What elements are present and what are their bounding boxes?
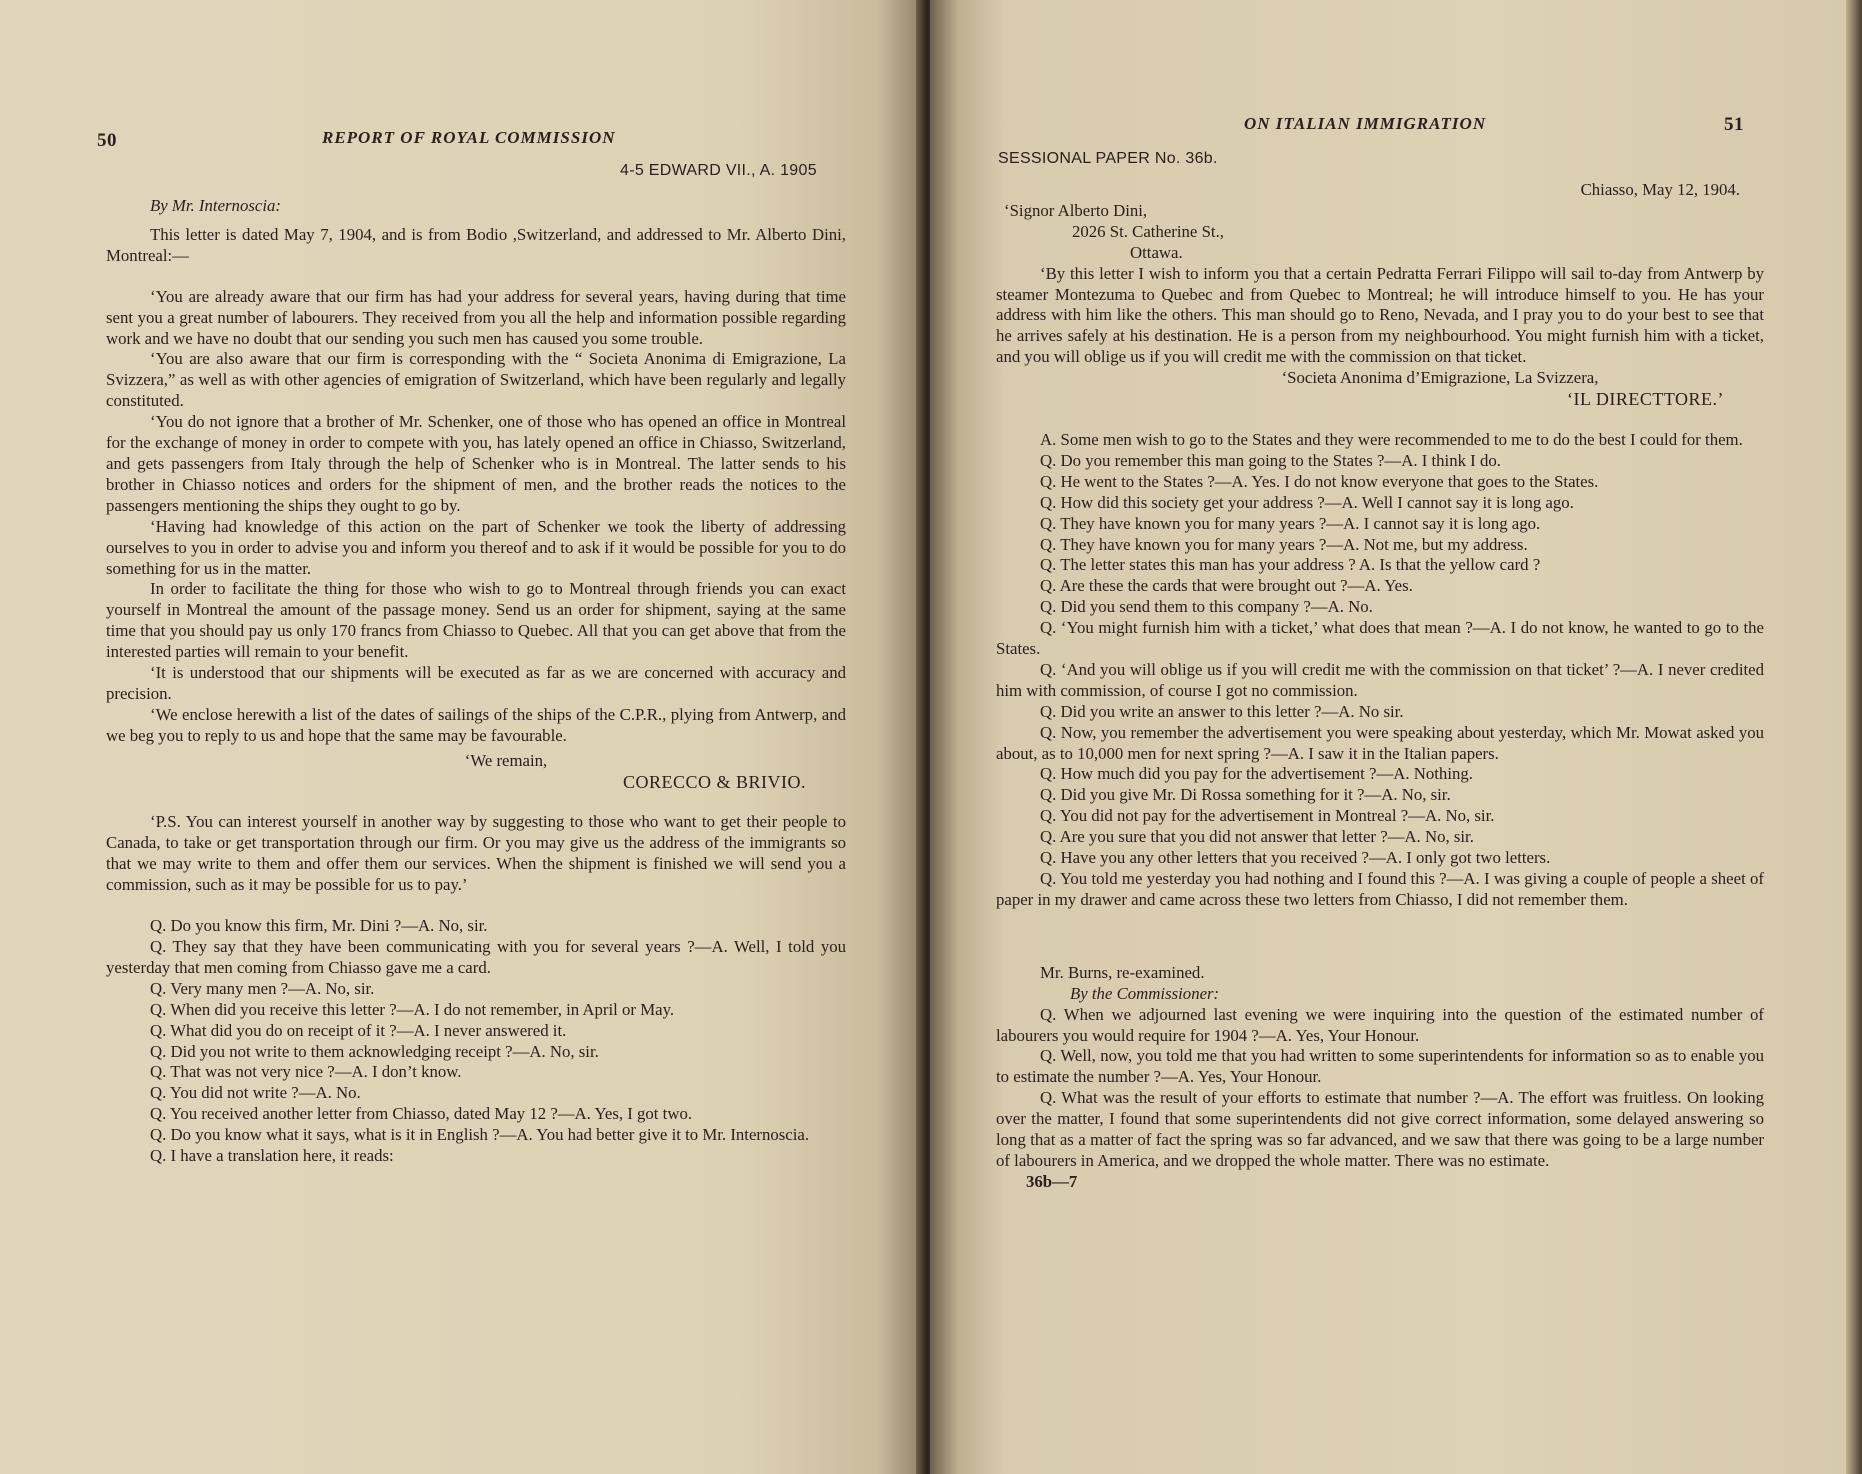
- qa-line: Q. When did you receive this letter ?—A. I do not remember, in April or May.: [150, 999, 675, 1019]
- letter-from: ‘Societa Anonima d’Emigrazione, La Svizzera,: [1281, 368, 1599, 388]
- right-page: [930, 0, 1862, 1474]
- qa-line: Q. How much did you pay for the advertisement ?—A. Nothing.: [1040, 764, 1473, 784]
- qa-line: Q. You received another letter from Chiasso, dated May 12 ?—A. Yes, I got two.: [150, 1104, 693, 1124]
- letter-closing: ‘We remain,: [464, 750, 548, 770]
- qa-line: A. Some men wish to go to the States and they were recommended to me to do the best I could for them.: [1040, 429, 1743, 449]
- paragraph: ‘We enclose herewith a list of the dates of sailings of the ships of the C.P.R., plying from Antwerp, and we beg you to reply to us and hope that the same may be favourable.: [106, 704, 846, 745]
- paragraph: ‘Having had knowledge of this action on the part of Schenker we took the liberty of addressing ourselves to you in order to advise you and inform you thereof and to ask if it would be possible for you to do something for us in the matter.: [106, 516, 846, 578]
- qa-line: Q. They say that they have been communicating with you for several years ?—A. Well, I told you yesterday that men coming from Chiasso gave me a card.: [106, 937, 846, 977]
- left-body-text: [106, 196, 846, 1167]
- qa-line: Q. Did you not write to them acknowledging receipt ?—A. No, sir.: [150, 1041, 599, 1061]
- qa-line: Q. They have known you for many years ?—A. I cannot say it is long ago.: [1040, 513, 1541, 533]
- by-line-left: By Mr. Internoscia:: [150, 196, 281, 215]
- qa-line: Q. He went to the States ?—A. Yes. I do not know everyone that goes to the States.: [1040, 471, 1599, 491]
- qa-line: Q. ‘And you will oblige us if you will credit me with the commission on that ticket’ ?—A. I never credited him with commission, of course I got no commission.: [996, 659, 1764, 700]
- signature-mark: 36b—7: [1026, 1171, 1078, 1191]
- paragraph: This letter is dated May 7, 1904, and is from Bodio ,Switzerland, and addressed to Mr. Alberto Dini, Montreal:—: [106, 224, 846, 265]
- by-line-right: By the Commissioner:: [1070, 983, 1220, 1003]
- qa-line: Q. Very many men ?—A. No, sir.: [150, 978, 375, 998]
- page-number-left: 50: [97, 130, 117, 151]
- qa-line: Q. Do you know this firm, Mr. Dini ?—A. No, sir.: [150, 916, 488, 936]
- letter-signature: CORECCO & BRIVIO.: [622, 771, 806, 792]
- qa-line: Q. Are you sure that you did not answer that letter ?—A. No, sir.: [1040, 827, 1474, 847]
- qa-line: Q. You did not write ?—A. No.: [150, 1083, 361, 1103]
- qa-line: Q. The letter states this man has your address ? A. Is that the yellow card ?: [1040, 555, 1541, 575]
- right-body-text: [996, 180, 1764, 1193]
- qa-line: Q. What did you do on receipt of it ?—A. I never answered it.: [150, 1020, 567, 1040]
- paragraph: ‘It is understood that our shipments will be executed as far as we are concerned with accuracy and precision.: [106, 663, 846, 703]
- paragraph: ‘You are also aware that our firm is corresponding with the “ Societa Anonima di Emigrazione, La Svizzera,” as well as with other agencies of emigration of Switzerland, which have been regularly and legally constituted.: [106, 349, 846, 411]
- running-head-left: REPORT OF ROYAL COMMISSION: [322, 128, 616, 147]
- page-number-right: 51: [1724, 114, 1744, 135]
- address-line: ‘Signor Alberto Dini,: [1004, 200, 1148, 220]
- qa-line: Q. ‘You might furnish him with a ticket,’ what does that mean ?—A. I do not know, he wanted to go to the States.: [996, 618, 1764, 659]
- session-tag-left: 4-5 EDWARD VII., A. 1905: [620, 162, 817, 179]
- paragraph: ‘You are already aware that our firm has had your address for several years, having during that time sent you a great number of labourers. They received from you all the help and information possible regarding work and we have no doubt that our sending you such men has caused you some trouble.: [106, 286, 846, 348]
- paragraph: ‘You do not ignore that a brother of Mr. Schenker, one of those who has opened an office in Montreal for the exchange of money in order to compete with you, has lately opened an office in Chiasso, Switzerland, and gets passengers from Italy through the help of Schenker who is in Montreal. The latter sends to his brother in Chiasso notices and orders for the shipment of men, and the brother reads the notices to the passengers mentioning the ships they ought to go by.: [106, 412, 846, 515]
- qa-line: Q. Now, you remember the advertisement you were speaking about yesterday, which Mr. Mowat asked you about, as to 10,000 men for next spring ?—A. I saw it in the Italian papers.: [996, 722, 1764, 763]
- qa-line: Q. Have you any other letters that you received ?—A. I only got two letters.: [1040, 848, 1551, 868]
- left-page: [0, 0, 924, 1474]
- address-line: Ottawa.: [1130, 242, 1183, 262]
- letter-body: ‘By this letter I wish to inform you that a certain Pedratta Ferrari Filippo will sail to-day from Antwerp by steamer Montezuma to Quebec and from Quebec to Montreal; he will introduce himself to you. He has your address with him like the others. This man should go to Reno, Nevada, and I pray you to do your best to see that he arrives safely at his destination. He is a person from my neighbourhood. You might furnish him with a ticket, and you will oblige us if you will credit me with the commission on that ticket.: [996, 263, 1764, 367]
- qa-line: Q. How did this society get your address ?—A. Well I cannot say it is long ago.: [1040, 492, 1574, 512]
- address-line: 2026 St. Catherine St.,: [1072, 221, 1224, 241]
- witness-heading: Mr. Burns, re-examined.: [1040, 962, 1205, 982]
- qa-line: Q. I have a translation here, it reads:: [150, 1146, 394, 1166]
- qa-line: Q. Do you know what it says, what is it in English ?—A. You had better give it to Mr. Internoscia.: [150, 1125, 810, 1145]
- qa-line: Q. When we adjourned last evening we were inquiring into the question of the estimated number of labourers you would require for 1904 ?—A. Yes, Your Honour.: [996, 1004, 1764, 1045]
- qa-line: Q. Did you send them to this company ?—A. No.: [1040, 597, 1373, 617]
- qa-line: Q. Are these the cards that were brought out ?—A. Yes.: [1040, 576, 1413, 596]
- qa-line: Q. You did not pay for the advertisement in Montreal ?—A. No, sir.: [1040, 806, 1495, 826]
- running-head-right: ON ITALIAN IMMIGRATION: [1244, 114, 1487, 133]
- qa-line: Q. Well, now, you told me that you had written to some superintendents for information so as to enable you to estimate the number ?—A. Yes, Your Honour.: [996, 1046, 1764, 1087]
- qa-line: Q. They have known you for many years ?—A. Not me, but my address.: [1040, 534, 1528, 554]
- paragraph: In order to facilitate the thing for those who wish to go to Montreal through friends you can exact yourself in Montreal the amount of the passage money. Send us an order for shipment, saying at the same time that you should pay us only 170 francs from Chiasso to Quebec. All that you can get above that from the interested parties will remain to your benefit.: [106, 579, 846, 662]
- qa-line: Q. You told me yesterday you had nothing and I found this ?—A. I was giving a couple of people a sheet of paper in my drawer and came across these two letters from Chiasso, I did not remember them.: [996, 869, 1764, 909]
- qa-line: Q. Did you give Mr. Di Rossa something for it ?—A. No, sir.: [1040, 785, 1451, 805]
- letter-sign: ‘IL DIRECTTORE.’: [1567, 389, 1724, 410]
- qa-line: Q. What was the result of your efforts to estimate that number ?—A. The effort was fruitless. On looking over the matter, I found that some superintendents did not give correct information, some delayed answering so long that as a matter of fact the spring was so far advanced, and we saw that there was going to be a large number of labourers in America, and we dropped the whole matter. There was no estimate.: [996, 1088, 1764, 1170]
- qa-line: Q. Did you write an answer to this letter ?—A. No sir.: [1040, 701, 1404, 721]
- postscript: ‘P.S. You can interest yourself in another way by suggesting to those who want to get their people to Canada, to take or get transportation through our firm. Or you may give us the address of the immigrants so that we may write to them and offer them our services. When the shipment is finished we will send you a commission, such as it may be possible for us to pay.’: [106, 812, 846, 895]
- qa-line: Q. Do you remember this man going to the States ?—A. I think I do.: [1040, 450, 1501, 470]
- session-tag-right: SESSIONAL PAPER No. 36b.: [998, 150, 1218, 167]
- qa-line: Q. That was not very nice ?—A. I don’t know.: [150, 1062, 462, 1082]
- page-edge: [1846, 0, 1862, 1474]
- letter-dateline: Chiasso, May 12, 1904.: [1580, 180, 1740, 199]
